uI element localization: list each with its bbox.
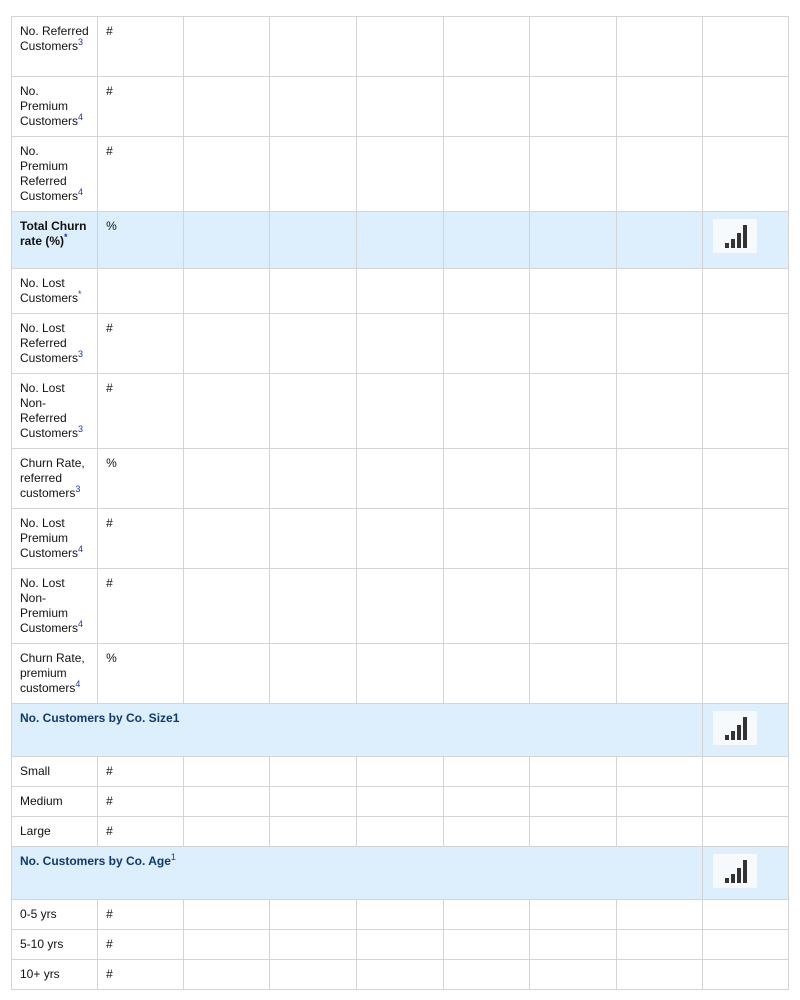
value-cell[interactable] [443,269,529,314]
table-row [12,17,789,77]
row-label: No. Premium Referred Customers$^4$ [12,137,98,212]
value-cell[interactable] [529,137,616,212]
value-cell[interactable] [270,787,357,817]
value-cell[interactable] [529,569,616,644]
value-cell[interactable] [616,930,702,960]
table-row [12,509,789,569]
value-cell[interactable] [270,757,357,787]
value-cell[interactable] [270,930,357,960]
unit-cell: # [98,569,184,644]
value-cell[interactable] [616,314,702,374]
chart-cell [702,449,788,509]
value-cell[interactable] [270,314,357,374]
value-cell[interactable] [184,449,270,509]
value-cell[interactable] [357,569,443,644]
unit-cell: # [98,314,184,374]
chart-cell [702,847,788,900]
unit-cell: # [98,960,184,990]
value-cell[interactable] [529,212,616,269]
row-label: No. Lost Non-Referred Customers$^3$ [12,374,98,449]
value-cell[interactable] [443,900,529,930]
unit-cell: # [98,757,184,787]
value-cell[interactable] [529,757,616,787]
unit-cell: # [98,374,184,449]
unit-cell: % [98,644,184,704]
table-row [12,77,789,137]
value-cell[interactable] [443,817,529,847]
value-cell[interactable] [616,787,702,817]
value-cell[interactable] [616,900,702,930]
value-cell[interactable] [443,77,529,137]
value-cell[interactable] [357,787,443,817]
value-cell[interactable] [270,900,357,930]
metrics-table [11,16,789,990]
value-cell[interactable] [443,787,529,817]
value-cell[interactable] [184,787,270,817]
value-cell[interactable] [270,17,357,77]
unit-cell: # [98,930,184,960]
value-cell[interactable] [184,137,270,212]
table-row [12,787,789,817]
row-label: No. Lost Premium Customers$^4$ [12,509,98,569]
value-cell[interactable] [616,644,702,704]
value-cell[interactable] [270,509,357,569]
value-cell[interactable] [529,960,616,990]
value-cell[interactable] [270,374,357,449]
value-cell[interactable] [270,817,357,847]
value-cell[interactable] [443,212,529,269]
value-cell[interactable] [357,930,443,960]
section-title: No. Customers by Co. Size1 [12,704,703,757]
value-cell[interactable] [443,509,529,569]
unit-cell: % [98,212,184,269]
value-cell[interactable] [184,212,270,269]
value-cell[interactable] [270,569,357,644]
value-cell[interactable] [184,900,270,930]
chart-cell [702,757,788,787]
value-cell[interactable] [270,269,357,314]
table-row [12,930,789,960]
value-cell[interactable] [616,17,702,77]
value-cell[interactable] [184,817,270,847]
value-cell[interactable] [616,960,702,990]
row-label: Medium [12,787,98,817]
row-label: 5-10 yrs [12,930,98,960]
chart-cell [702,817,788,847]
chart-icon[interactable] [713,711,757,745]
value-cell[interactable] [529,77,616,137]
value-cell[interactable] [184,960,270,990]
value-cell[interactable] [184,930,270,960]
value-cell[interactable] [357,757,443,787]
unit-cell: # [98,900,184,930]
value-cell[interactable] [616,569,702,644]
value-cell[interactable] [616,374,702,449]
chart-cell [702,644,788,704]
value-cell[interactable] [357,960,443,990]
value-cell[interactable] [357,900,443,930]
chart-icon[interactable] [713,854,757,888]
value-cell[interactable] [443,17,529,77]
chart-cell [702,137,788,212]
row-label: No. Premium Customers$^4$ [12,77,98,137]
value-cell[interactable] [443,960,529,990]
value-cell[interactable] [529,817,616,847]
chart-cell [702,900,788,930]
unit-cell: # [98,77,184,137]
value-cell[interactable] [529,930,616,960]
value-cell[interactable] [184,374,270,449]
value-cell[interactable] [529,314,616,374]
value-cell[interactable] [270,644,357,704]
unit-cell: # [98,787,184,817]
value-cell[interactable] [529,449,616,509]
chart-cell [702,787,788,817]
row-label: Churn Rate, referred customers$^3$ [12,449,98,509]
table-row [12,900,789,930]
table-row [12,212,789,269]
value-cell[interactable] [184,269,270,314]
unit-cell: # [98,509,184,569]
chart-cell [702,960,788,990]
value-cell[interactable] [616,817,702,847]
row-label: Large [12,817,98,847]
table-row [12,960,789,990]
value-cell[interactable] [443,930,529,960]
value-cell[interactable] [184,509,270,569]
value-cell[interactable] [184,569,270,644]
unit-cell: % [98,449,184,509]
row-label: Small [12,757,98,787]
value-cell[interactable] [529,374,616,449]
chart-cell [702,17,788,77]
value-cell[interactable] [184,644,270,704]
chart-cell [702,374,788,449]
chart-cell [702,569,788,644]
table-row [12,137,789,212]
value-cell[interactable] [443,644,529,704]
row-label: Total Churn rate (%)* [12,212,98,269]
chart-cell [702,77,788,137]
chart-cell [702,704,788,757]
value-cell[interactable] [357,817,443,847]
row-label: Churn Rate, premium customers$^4$ [12,644,98,704]
section-header-row [12,704,789,757]
value-cell[interactable] [616,137,702,212]
value-cell[interactable] [529,900,616,930]
value-cell[interactable] [357,449,443,509]
value-cell[interactable] [616,77,702,137]
section-title: No. Customers by Co. Age$^1$ [12,847,703,900]
value-cell[interactable] [443,449,529,509]
table-row [12,569,789,644]
value-cell[interactable] [357,77,443,137]
value-cell[interactable] [270,960,357,990]
table-row [12,269,789,314]
unit-cell: # [98,17,184,77]
table-row [12,314,789,374]
chart-cell [702,269,788,314]
row-label: No. Referred Customers$^3$ [12,17,98,77]
value-cell[interactable] [270,449,357,509]
row-label: No. Lost Non-Premium Customers$^4$ [12,569,98,644]
value-cell[interactable] [184,77,270,137]
value-cell[interactable] [357,314,443,374]
value-cell[interactable] [357,269,443,314]
value-cell[interactable] [357,374,443,449]
chart-cell [702,212,788,269]
row-label: 0-5 yrs [12,900,98,930]
value-cell[interactable] [443,314,529,374]
unit-cell [98,269,184,314]
value-cell[interactable] [616,269,702,314]
value-cell[interactable] [529,17,616,77]
row-label: No. Lost Customers* [12,269,98,314]
row-label: No. Lost Referred Customers$^3$ [12,314,98,374]
row-label: 10+ yrs [12,960,98,990]
table-row [12,817,789,847]
value-cell[interactable] [443,757,529,787]
value-cell[interactable] [357,644,443,704]
table-row [12,449,789,509]
chart-cell [702,314,788,374]
table-row [12,374,789,449]
value-cell[interactable] [616,757,702,787]
value-cell[interactable] [184,757,270,787]
chart-cell [702,930,788,960]
value-cell[interactable] [443,374,529,449]
unit-cell: # [98,817,184,847]
value-cell[interactable] [270,137,357,212]
chart-icon[interactable] [713,219,757,253]
value-cell[interactable] [529,509,616,569]
value-cell[interactable] [357,509,443,569]
value-cell[interactable] [443,569,529,644]
chart-cell [702,509,788,569]
value-cell[interactable] [616,212,702,269]
section-header-row [12,847,789,900]
value-cell[interactable] [184,314,270,374]
value-cell[interactable] [357,17,443,77]
value-cell[interactable] [184,17,270,77]
table-row [12,644,789,704]
value-cell[interactable] [529,269,616,314]
value-cell[interactable] [357,212,443,269]
value-cell[interactable] [357,137,443,212]
unit-cell: # [98,137,184,212]
value-cell[interactable] [443,137,529,212]
value-cell[interactable] [616,449,702,509]
value-cell[interactable] [270,77,357,137]
value-cell[interactable] [616,509,702,569]
value-cell[interactable] [270,212,357,269]
value-cell[interactable] [529,644,616,704]
value-cell[interactable] [529,787,616,817]
table-row [12,757,789,787]
